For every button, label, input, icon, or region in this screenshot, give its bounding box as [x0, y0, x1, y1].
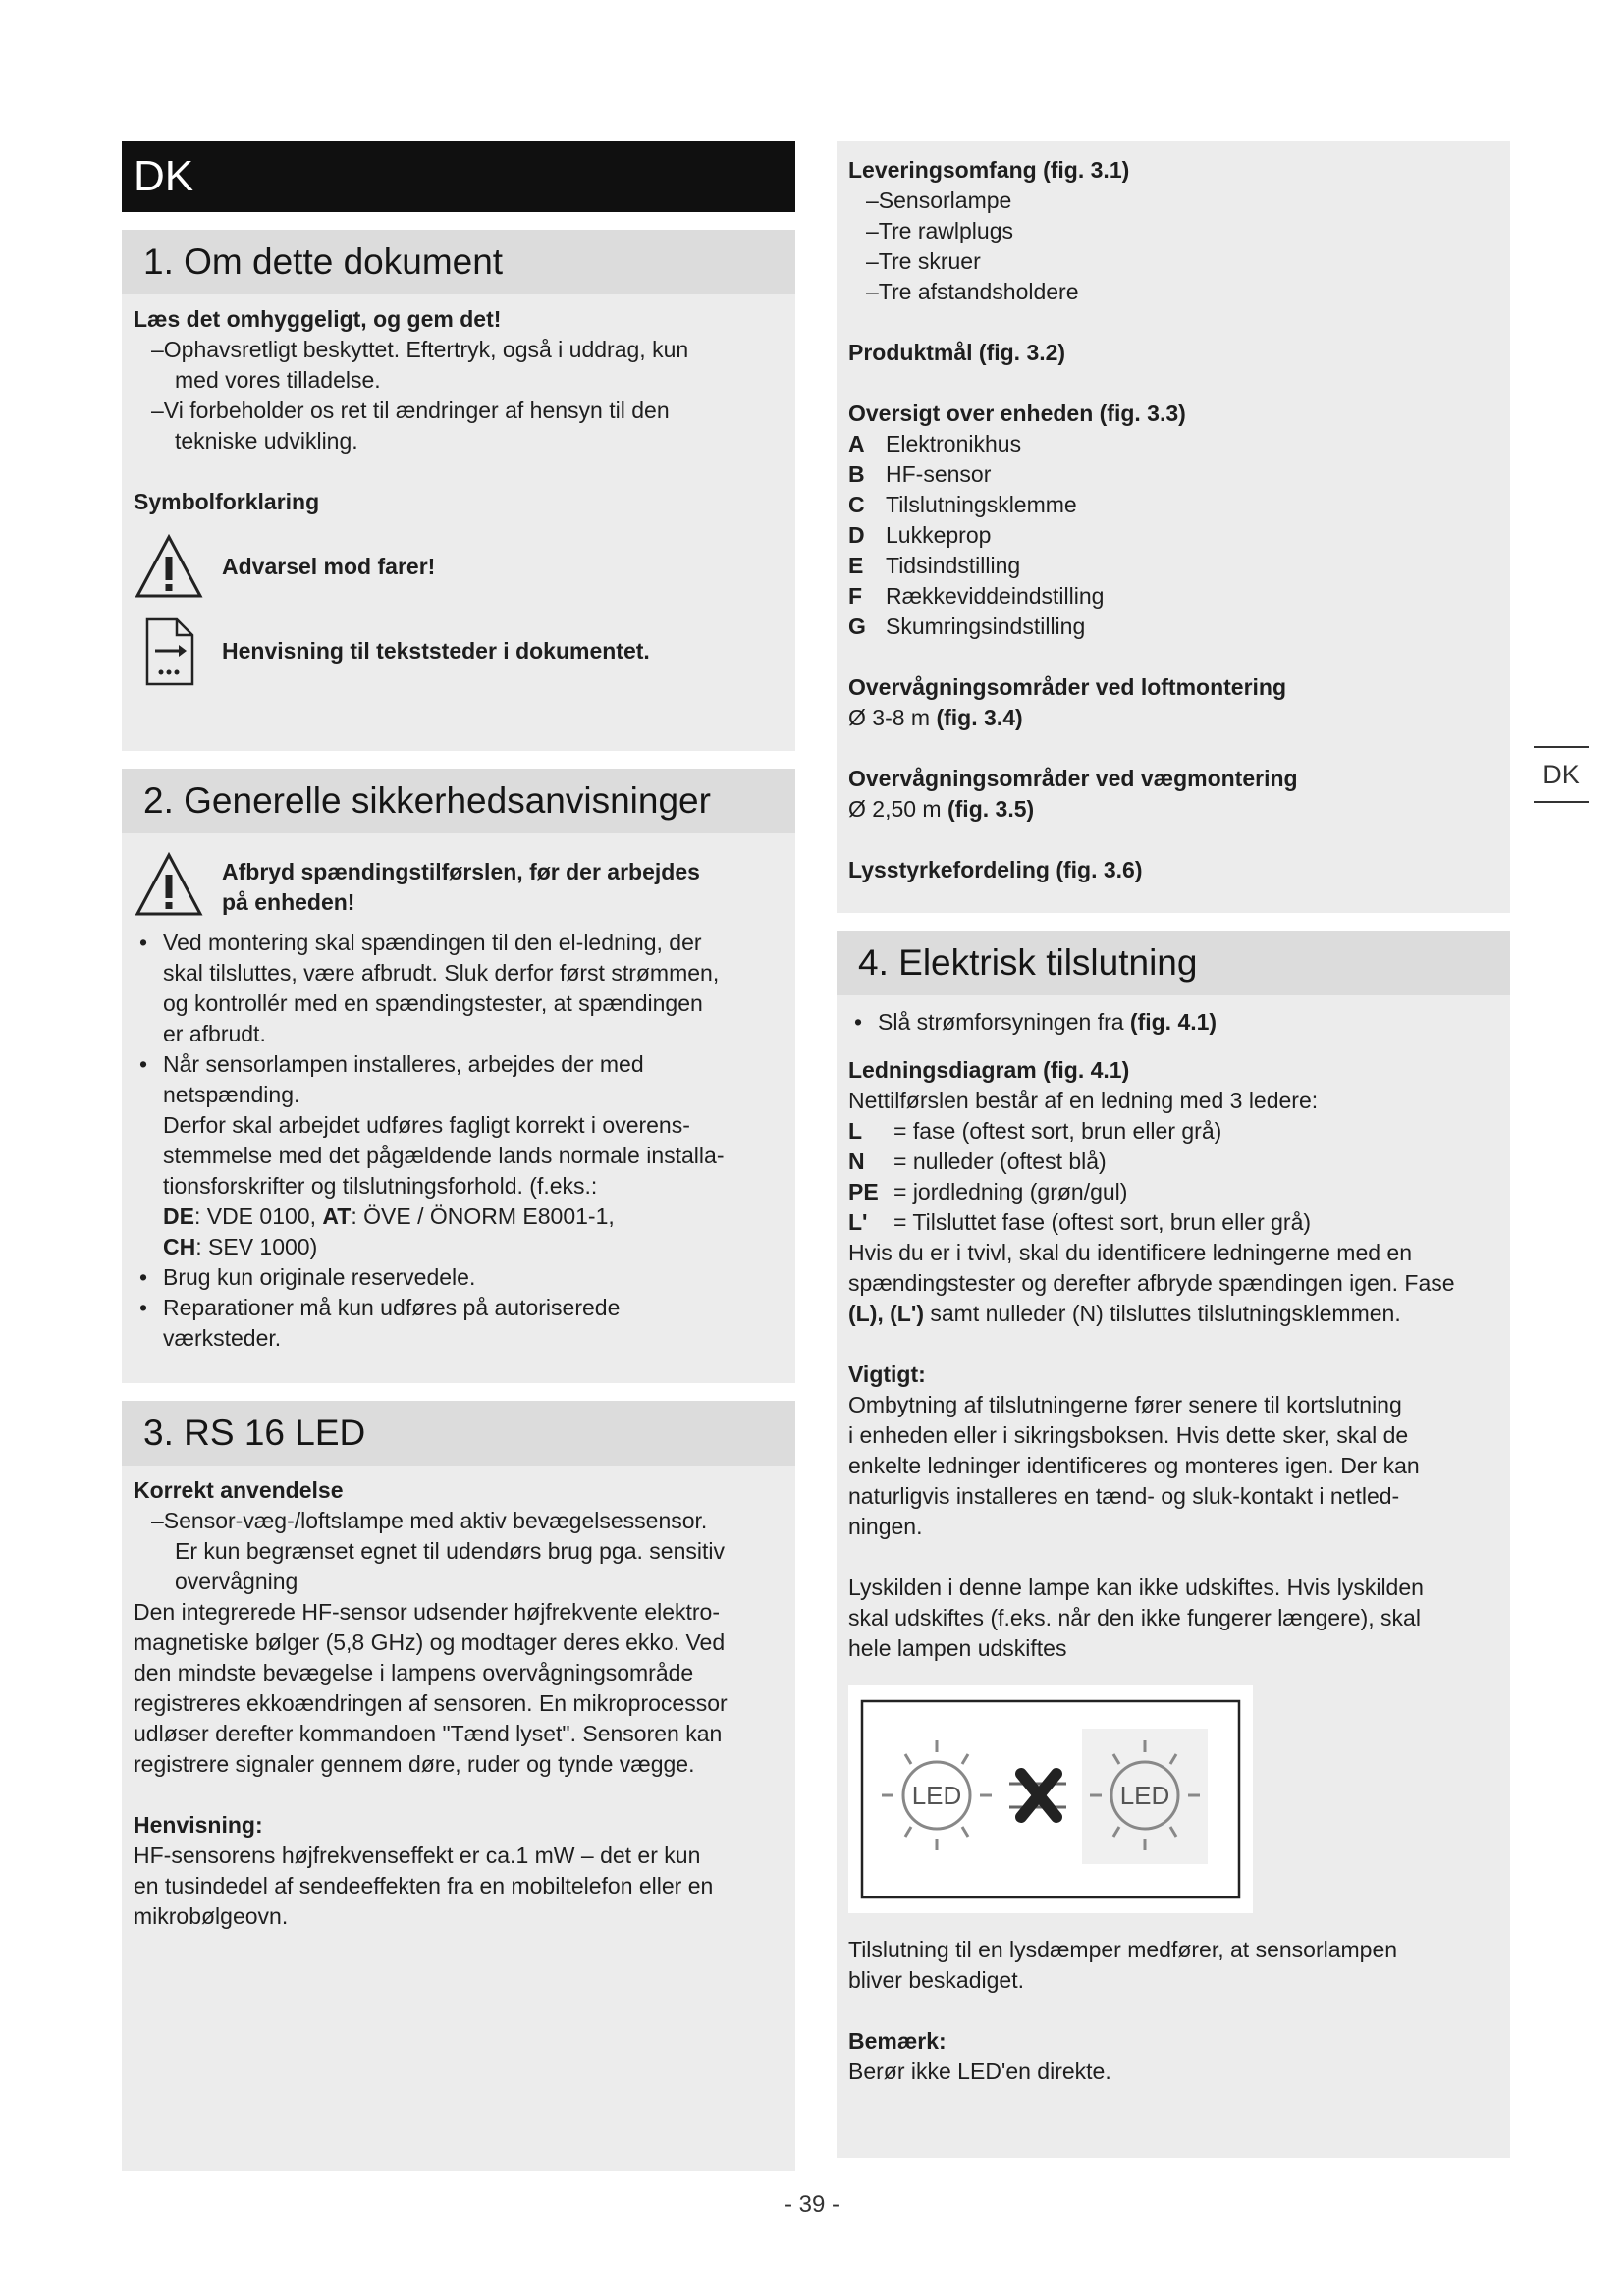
delivery-heading: Leveringsomfang (fig. 3.1) — [848, 157, 1130, 183]
led-not-replaceable-figure — [848, 1685, 1253, 1913]
list-item: A Elektronikhus — [848, 431, 1022, 456]
doubt-line: spændingstester og derefter afbryde spændingen igen. Fase — [848, 1270, 1455, 1296]
overview-heading: Oversigt over enheden (fig. 3.3) — [848, 400, 1186, 426]
read-item: –Vi forbeholder os ret til ændringer af hensyn til den — [151, 398, 670, 423]
use-heading: Korrekt anvendelse — [134, 1477, 344, 1503]
note-line: HF-sensorens højfrekvenseffekt er ca.1 mW – det er kun — [134, 1842, 701, 1868]
remark-heading: Bemærk: — [848, 2028, 947, 2054]
note-heading: Henvisning: — [134, 1812, 263, 1838]
list-item: • Ved montering skal spændingen til den el-ledning, der skal tilsluttes, være afbrudt. Sluk derfor først strømmen, og kontrollér med en spændingstester, at spændingen er afbrudt. — [139, 930, 720, 1046]
delivery-item: –Tre skruer — [866, 248, 981, 274]
list-item: • Slå strømforsyningen fra (fig. 4.1) — [854, 1009, 1218, 1035]
list-item: C Tilslutningsklemme — [848, 492, 1077, 517]
language-code: DK — [1543, 760, 1580, 789]
light-source-line: Lyskilden i denne lampe kan ikke udskiftes. Hvis lyskilden — [848, 1575, 1424, 1600]
overview-list — [848, 429, 1498, 642]
list-item: • Når sensorlampen installeres, arbejdes der med netspænding. Derfor skal arbejdet udføres fagligt korrekt i overens- stemmelse med det pågældende lands normale installa- tionsforskrifter og tilslutningsforhold. (f.eks.: DE: VDE 0100, AT: ÖVE / ÖNORM E8001-1, CH: SEV 1000) — [134, 1049, 784, 1262]
section-2 — [122, 769, 795, 1383]
wire-row: PE = jordledning (grøn/gul) — [848, 1179, 1128, 1204]
body-line: udløser derefter kommandoen "Tænd lyset". Sensoren kan — [134, 1721, 723, 1746]
symbol-reference-row — [134, 615, 784, 686]
list-item: G Skumringsindstilling — [848, 614, 1086, 639]
safety-warning-line: på enheden! — [222, 889, 355, 915]
warning-triangle-icon — [134, 849, 204, 920]
safety-warning-row — [134, 849, 784, 920]
section-3-title: 3. RS 16 LED — [122, 1401, 795, 1466]
use-line: –Sensor-væg-/loftslampe med aktiv bevægelsessensor. — [151, 1508, 708, 1533]
list-item: F Rækkeviddeindstilling — [848, 583, 1105, 609]
warning-symbol-text: Advarsel mod farer! — [222, 553, 436, 579]
body-line: den mindste bevægelse i lampens overvågningsområde — [134, 1660, 694, 1685]
dimmer-line: Tilslutning til en lysdæmper medfører, at sensorlampen — [848, 1937, 1398, 1962]
safety-list — [134, 928, 784, 1354]
list-item: E Tidsindstilling — [848, 553, 1021, 578]
ceiling-heading: Overvågningsområder ved loftmontering — [848, 674, 1287, 700]
led-replacement-diagram — [848, 1685, 1253, 1913]
standards-line: CH: SEV 1000) — [163, 1234, 318, 1259]
list-item: B HF-sensor — [848, 461, 992, 487]
section-3-continued — [837, 141, 1510, 913]
symbol-heading: Symbolforklaring — [134, 489, 320, 514]
section-4-title: 4. Elektrisk tilslutning — [837, 931, 1510, 995]
read-heading: Læs det omhyggeligt, og gem det! — [134, 306, 502, 332]
read-item: tekniske udvikling. — [175, 428, 358, 454]
doubt-line: (L), (L') samt nulleder (N) tilsluttes tilslutningsklemmen. — [848, 1301, 1401, 1326]
section-2-title: 2. Generelle sikkerhedsanvisninger — [122, 769, 795, 833]
doubt-line: Hvis du er i tvivl, skal du identificere ledningerne med en — [848, 1240, 1413, 1265]
wire-row: L = fase (oftest sort, brun eller grå) — [848, 1118, 1222, 1144]
important-line: i enheden eller i sikringsboksen. Hvis dette sker, skal de — [848, 1422, 1409, 1448]
read-item: –Ophavsretligt beskyttet. Eftertryk, også i uddrag, kun — [151, 337, 689, 362]
page-number: - 39 - — [784, 2191, 839, 2217]
body-line: Den integrerede HF-sensor udsender højfrekvente elektro- — [134, 1599, 721, 1625]
body-line: magnetiske bølger (5,8 GHz) og modtager deres ekko. Ved — [134, 1629, 726, 1655]
symbol-warning-row — [134, 531, 784, 602]
dimensions-heading: Produktmål (fig. 3.2) — [848, 340, 1066, 365]
delivery-item: –Tre rawlplugs — [866, 218, 1013, 243]
use-line: overvågning — [175, 1569, 298, 1594]
delivery-item: –Sensorlampe — [866, 187, 1012, 213]
delivery-item: –Tre afstandsholdere — [866, 279, 1079, 304]
light-distribution-heading: Lysstyrkefordeling (fig. 3.6) — [848, 857, 1143, 882]
wall-heading: Overvågningsområder ved vægmontering — [848, 766, 1298, 791]
country-code-header: DK — [122, 141, 795, 212]
body-line: registrere signaler gennem døre, ruder og tynde vægge. — [134, 1751, 695, 1777]
note-line: en tusindedel af sendeeffekten fra en mobiltelefon eller en — [134, 1873, 714, 1898]
diagram-heading: Ledningsdiagram (fig. 4.1) — [848, 1057, 1130, 1083]
led-label: LED — [1119, 1781, 1170, 1810]
wire-row: N = nulleder (oftest blå) — [848, 1148, 1107, 1174]
wire-row: L' = Tilsluttet fase (oftest sort, brun eller grå) — [848, 1209, 1312, 1235]
list-item: • Brug kun originale reservedele. — [139, 1264, 476, 1290]
right-column — [837, 141, 1510, 2158]
important-line: ningen. — [848, 1514, 923, 1539]
standards-line: DE: VDE 0100, AT: ÖVE / ÖNORM E8001-1, — [163, 1203, 615, 1229]
section-3 — [122, 1401, 795, 2171]
dimmer-line: bliver beskadiget. — [848, 1967, 1024, 1993]
power-off-list — [848, 1007, 1498, 1038]
warning-triangle-icon — [134, 531, 204, 602]
wall-value: Ø 2,50 m (fig. 3.5) — [848, 796, 1035, 822]
reference-symbol-text: Henvisning til tekststeder i dokumentet. — [222, 637, 650, 664]
section-1-title: 1. Om dette dokument — [122, 230, 795, 294]
ceiling-value: Ø 3-8 m (fig. 3.4) — [848, 705, 1023, 730]
section-1 — [122, 230, 795, 751]
important-line: naturligvis installeres en tænd- og sluk-kontakt i netled- — [848, 1483, 1400, 1509]
important-line: enkelte ledninger identificeres og monteres igen. Der kan — [848, 1453, 1420, 1478]
left-column — [122, 141, 795, 2171]
use-line: Er kun begrænset egnet til udendørs brug pga. sensitiv — [175, 1538, 725, 1564]
important-heading: Vigtigt: — [848, 1362, 926, 1387]
light-source-line: hele lampen udskiftes — [848, 1635, 1067, 1661]
led-label: LED — [911, 1781, 962, 1810]
read-item: med vores tilladelse. — [175, 367, 381, 393]
body-line: registreres ekkoændringen af sensoren. En mikroprocessor — [134, 1690, 728, 1716]
remark-text: Berør ikke LED'en direkte. — [848, 2058, 1111, 2084]
list-item: D Lukkeprop — [848, 522, 992, 548]
diagram-intro: Nettilførslen består af en ledning med 3 ledere: — [848, 1088, 1319, 1113]
light-source-line: skal udskiftes (f.eks. når den ikke fungerer længere), skal — [848, 1605, 1421, 1630]
language-side-tab — [1534, 746, 1589, 803]
list-item: • Reparationer må kun udføres på autoriserede værksteder. — [139, 1295, 621, 1351]
document-reference-icon — [134, 615, 204, 686]
safety-warning-line: Afbryd spændingstilførslen, før der arbejdes — [222, 859, 700, 884]
section-4 — [837, 931, 1510, 2158]
note-line: mikrobølgeovn. — [134, 1903, 289, 1929]
important-line: Ombytning af tilslutningerne fører senere til kortslutning — [848, 1392, 1402, 1417]
